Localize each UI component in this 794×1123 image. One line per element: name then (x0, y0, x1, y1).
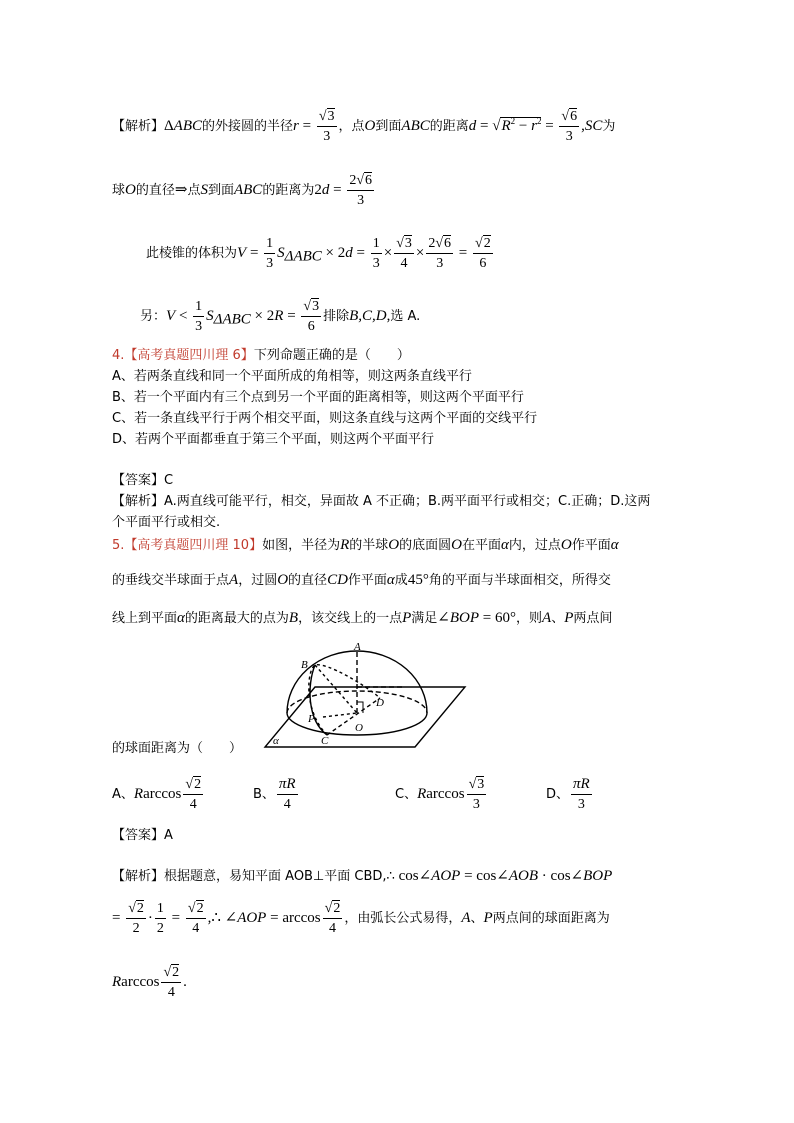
question-number: 5. (112, 538, 125, 553)
point-label-d: D (376, 697, 384, 709)
q4-option-b: B、若一个平面内有三个点到另一个平面的距离相等，则这两个平面平行 (112, 390, 524, 405)
q4-option-d: D、若两个平面都垂直于第三个平面，则这两个平面平行 (112, 432, 435, 447)
sol3-line4: 另：V < $\frac{1}{3}$ $S_{\Delta ABC} \times 2R$ = $\frac{√3}{6}$ 排除B,C,D,选 A. (140, 299, 421, 334)
solution-label: 【解析】 (112, 494, 165, 509)
q4-option-a: A、若两条直线和同一个平面所成的角相等，则这两条直线平行 (112, 369, 472, 384)
question-source-tag: 【高考真题四川理 6】 (124, 348, 254, 363)
q5-option-b: B、 $\frac{\pi R}{4}$ (253, 776, 296, 812)
q5-solution-line1: 【解析】根据题意，易知平面 AOB⊥平面 CBD,∴ cos∠AOP = cos∠AOB · cos∠BOP (112, 868, 613, 884)
sol3-line1: 【解析】ΔABC的外接圆的半径r = $\frac{√3}{3}$ ，点O到面ABC的距离$d = √R^2 - r^2$ = $\frac{√6}{3}$ ,SC为 (112, 109, 616, 144)
q4-solution-line2: 个平面平行或相交. (112, 515, 221, 530)
sol3-line2: 球O的直径⇒点S到面ABC的距离为2d = $\frac{2√6}{3}$ (112, 173, 372, 208)
q5-stem-line1: 5.【高考真题四川理 10】如图，半径为R的半球O的底面圆O在平面α内，过点O作平面α (112, 537, 619, 553)
point-label-c: C (321, 735, 329, 747)
point-label-p: P (308, 713, 315, 725)
sol3-line3: 此棱锥的体积为V = $\frac{1}{3}$ $S_{\Delta ABC} \times 2d$ = $\frac{1}{3}$ × $\frac{√3}{4}$ × $\frac{2√6}{3}$ = $\frac{√2}{6}$ (146, 236, 491, 271)
solution-label: 【解析】 (112, 869, 165, 884)
q5-option-c: C、Rarccos $\frac{√3}{3}$ (395, 777, 485, 812)
fraction-sqrt3-over-3: $\frac{√3}{3}$ (318, 109, 335, 144)
q5-stem-line2: 的垂线交半球面于点A，过圆O的直径CD作平面α成45°角的平面与半球面相交，所得交 (112, 572, 611, 588)
fraction-sqrt6-over-3: $\frac{√6}{3}$ (561, 109, 578, 144)
answer-label: 【答案】 (112, 828, 165, 843)
q5-stem-line4: 的球面距离为（ ） (112, 741, 243, 756)
q5-solution-line2: = $\frac{√2}{2}$ · $\frac{1}{2}$ = $\frac{√2}{4}$ ,∴ ∠AOP = arccos $\frac{√2}{4}$ ，由弧长公式易得，A、P两点间的球面距离为 (112, 901, 610, 936)
q4-option-c: C、若一条直线平行于两个相交平面，则这条直线与这两个平面的交线平行 (112, 411, 538, 426)
hemisphere-figure (255, 640, 470, 752)
point-label-a: A (354, 641, 361, 653)
q5-option-a: A、Rarccos $\frac{√2}{4}$ (112, 777, 202, 812)
q5-answer (112, 826, 173, 846)
intersection-curve (309, 665, 380, 735)
solution-label: 【解析】 (112, 119, 165, 134)
q5-option-d: D、 $\frac{\pi R}{3}$ (546, 776, 590, 812)
point-label-o: O (355, 722, 363, 734)
answer-value: A (164, 828, 173, 843)
q4-answer (112, 471, 173, 491)
answer-label: 【答案】 (112, 473, 165, 488)
q5-solution-line3: Rarccos $\frac{√2}{4}$ . (112, 965, 187, 1000)
question-source-tag: 【高考真题四川理 10】 (124, 538, 263, 553)
q5-stem-line3: 线上到平面α的距离最大的点为B，该交线上的一点P满足∠BOP = 60°，则A、P两点间 (112, 610, 613, 626)
answer-value: C (164, 473, 174, 488)
q4-solution-line1: 【解析】A.两直线可能平行，相交，异面故 A 不正确；B.两平面平行或相交；C.正确；D.这两 (112, 494, 651, 509)
fraction-2sqrt6-over-3: $\frac{2√6}{3}$ (349, 173, 372, 208)
plane-alpha (265, 687, 465, 747)
plane-label-alpha: α (273, 735, 279, 747)
point-label-b: B (301, 659, 308, 671)
q4-stem: 4.【高考真题四川理 6】下列命题正确的是（ ） (112, 348, 410, 363)
question-number: 4. (112, 348, 125, 363)
